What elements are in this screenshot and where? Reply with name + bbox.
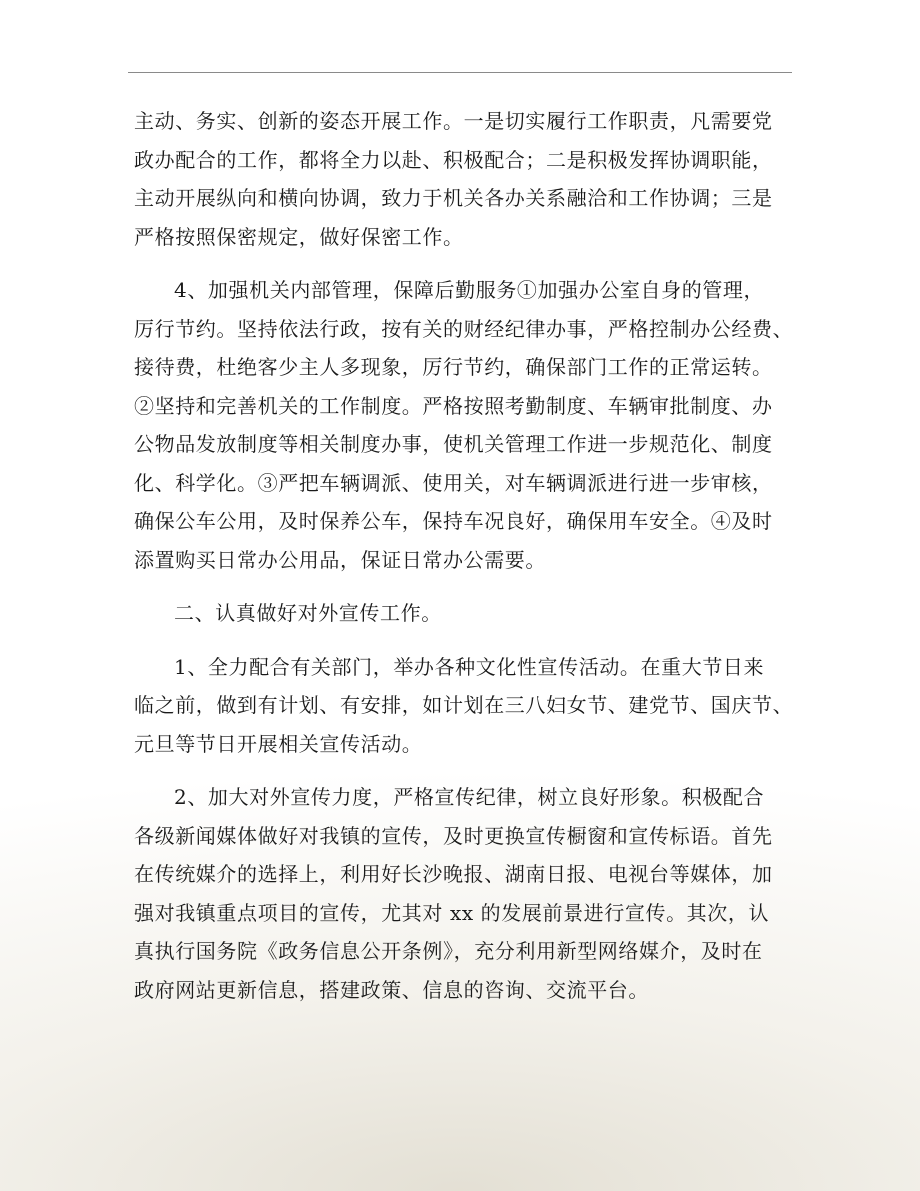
text-line: 各级新闻媒体做好对我镇的宣传，及时更换宣传橱窗和宣传标语。首先 <box>134 823 773 848</box>
text-line: 元旦等节日开展相关宣传活动。 <box>134 731 423 756</box>
text-line: ②坚持和完善机关的工作制度。严格按照考勤制度、车辆审批制度、办 <box>134 393 773 418</box>
text-line: 主动、务实、创新的姿态开展工作。一是切实履行工作职责，凡需要党 <box>134 109 773 133</box>
text-line: 真执行国务院《政务信息公开条例》，充分利用新型网络媒介，及时在 <box>134 939 763 963</box>
text-line: 主动开展纵向和横向协调，致力于机关各办关系融洽和工作协调；三是 <box>134 186 773 210</box>
text-line: 添置购买日常办公用品，保证日常办公需要。 <box>134 547 546 572</box>
text-line: 1、全力配合有关部门，举办各种文化性宣传活动。在重大节日来 <box>174 654 765 679</box>
header-rule <box>128 72 792 73</box>
text-line: 临之前，做到有计划、有安排，如计划在三八妇女节、建党节、国庆节、 <box>134 693 794 717</box>
text-line: 2、加大对外宣传力度，严格宣传纪律，树立良好形象。积极配合 <box>174 785 765 809</box>
text-line: 政府网站更新信息，搭建政策、信息的咨询、交流平台。 <box>134 977 649 1002</box>
paragraph-continuation <box>134 102 794 256</box>
paragraph-item-2-1 <box>134 648 794 764</box>
text-line: 接待费，杜绝客少主人多现象，厉行节约，确保部门工作的正常运转。 <box>134 355 773 379</box>
text-line: 确保公车公用，及时保养公车，保持车况良好，确保用车安全。④及时 <box>134 509 773 533</box>
text-line: 公物品发放制度等相关制度办事，使机关管理工作进一步规范化、制度 <box>134 432 773 456</box>
text-line: 4、加强机关内部管理，保障后勤服务①加强办公室自身的管理， <box>174 278 765 302</box>
document-body <box>134 102 794 1009</box>
text-line: 化、科学化。③严把车辆调派、使用关，对车辆调派进行进一步审核， <box>134 470 773 495</box>
paragraph-item-2-2 <box>134 778 794 1009</box>
text-line: 强对我镇重点项目的宣传，尤其对 xx 的发展前景进行宣传。其次，认 <box>134 900 770 925</box>
paragraph-item-4 <box>134 271 794 579</box>
text-line: 政办配合的工作，都将全力以赴、积极配合；二是积极发挥协调职能， <box>134 147 773 172</box>
section-heading-text: 二、认真做好对外宣传工作。 <box>174 601 442 625</box>
section-heading-2 <box>134 594 794 633</box>
text-line: 厉行节约。坚持依法行政，按有关的财经纪律办事，严格控制办公经费、 <box>134 316 794 341</box>
text-line: 严格按照保密规定，做好保密工作。 <box>134 224 464 249</box>
text-line: 在传统媒介的选择上，利用好长沙晚报、湖南日报、电视台等媒体，加 <box>134 862 773 886</box>
